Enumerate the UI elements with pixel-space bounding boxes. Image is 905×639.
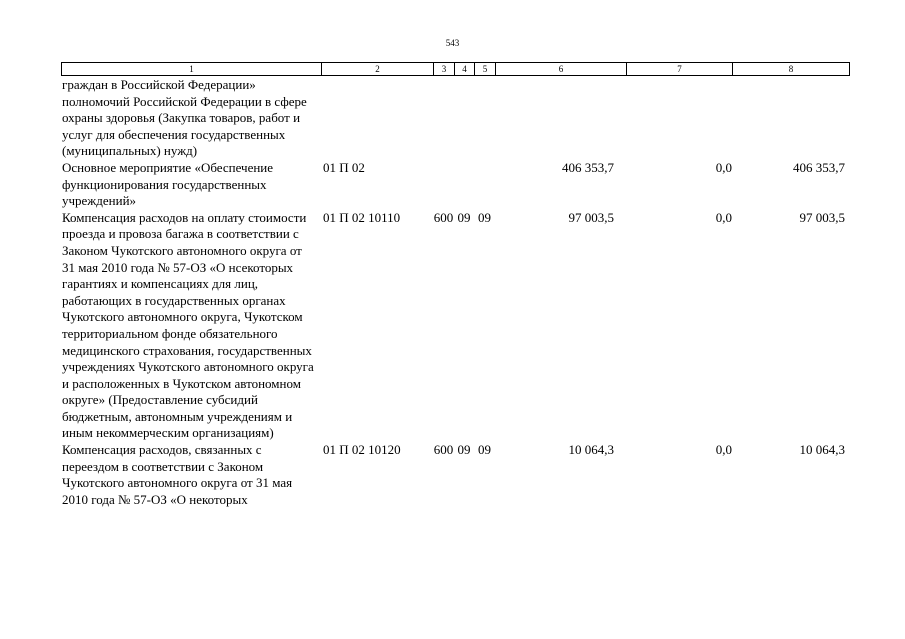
row-name: Компенсация расходов на оплату стоимости проезда и провоза багажа в соответствии с Законом Чукотского автономного округа от 31 мая 2010 года № 57-ОЗ «О нсекоторых гарантиях и компенсациях для лиц, работающих в государственных органах Чукотского автономного округа, Чукотском территориальном фонде обязательного медицинского страхования, государственных учреждениях Чукотского автономного округа и расположенных в Чукотском автономном округе» (Предоставление субсидий бюджетным, автономным учреждениям и иным некоммерческим организациям) [62, 209, 314, 441]
row-col-3: 600 [433, 209, 454, 225]
column-number-2: 2 [322, 63, 434, 76]
column-number-1: 1 [62, 63, 322, 76]
row-name: Основное мероприятие «Обеспечение функционирования государственных учреждений» [62, 159, 274, 209]
table-row [61, 210, 849, 442]
row-col-4 [454, 77, 474, 160]
row-col-7: 0,0 [715, 209, 732, 225]
table-row [61, 160, 849, 210]
row-col-7: 0,0 [715, 159, 732, 175]
row-code [321, 77, 433, 160]
table-row [61, 77, 849, 160]
row-col-4: 09 [457, 209, 471, 225]
row-col-4: 09 [457, 442, 471, 458]
row-col-8 [732, 77, 849, 160]
row-col-4 [454, 160, 474, 210]
column-number-8: 8 [733, 63, 850, 76]
row-col-3 [433, 77, 454, 160]
row-col-5: 09 [478, 442, 491, 458]
row-col-5 [474, 77, 495, 160]
row-col-5 [474, 160, 495, 210]
column-header-table [61, 62, 850, 76]
row-col-7 [626, 77, 732, 160]
budget-table [61, 77, 849, 508]
column-number-5: 5 [475, 63, 496, 76]
column-number-3: 3 [434, 63, 455, 76]
column-number-row [62, 63, 850, 76]
column-number-6: 6 [496, 63, 627, 76]
row-col-6 [495, 77, 626, 160]
row-col-7: 0,0 [715, 442, 732, 458]
row-col-8: 10 064,3 [799, 442, 845, 458]
row-code: 01 П 02 10110 [323, 209, 401, 225]
row-col-6: 97 003,5 [568, 209, 614, 225]
row-name: Компенсация расходов, связанных с переездом в соответствии с Законом Чукотского автономного округа от 31 мая 2010 года № 57-ОЗ «О некоторых [62, 442, 293, 507]
row-col-6: 10 064,3 [568, 442, 614, 458]
page-number: 543 [445, 38, 460, 48]
row-col-3 [433, 160, 454, 210]
row-code: 01 П 02 [323, 159, 365, 175]
row-col-6: 406 353,7 [562, 159, 614, 175]
column-number-7: 7 [627, 63, 733, 76]
table-row [61, 442, 849, 508]
row-col-3: 600 [433, 442, 454, 458]
row-col-8: 97 003,5 [799, 209, 845, 225]
column-number-4: 4 [455, 63, 475, 76]
row-name: граждан в Российской Федерации» полномочий Российской Федерации в сфере охраны здоровья (Закупка товаров, работ и услуг для обеспечения государственных (муниципальных) нужд) [62, 77, 307, 159]
row-col-5: 09 [478, 209, 491, 225]
row-code: 01 П 02 10120 [323, 442, 401, 458]
row-col-8: 406 353,7 [793, 159, 845, 175]
